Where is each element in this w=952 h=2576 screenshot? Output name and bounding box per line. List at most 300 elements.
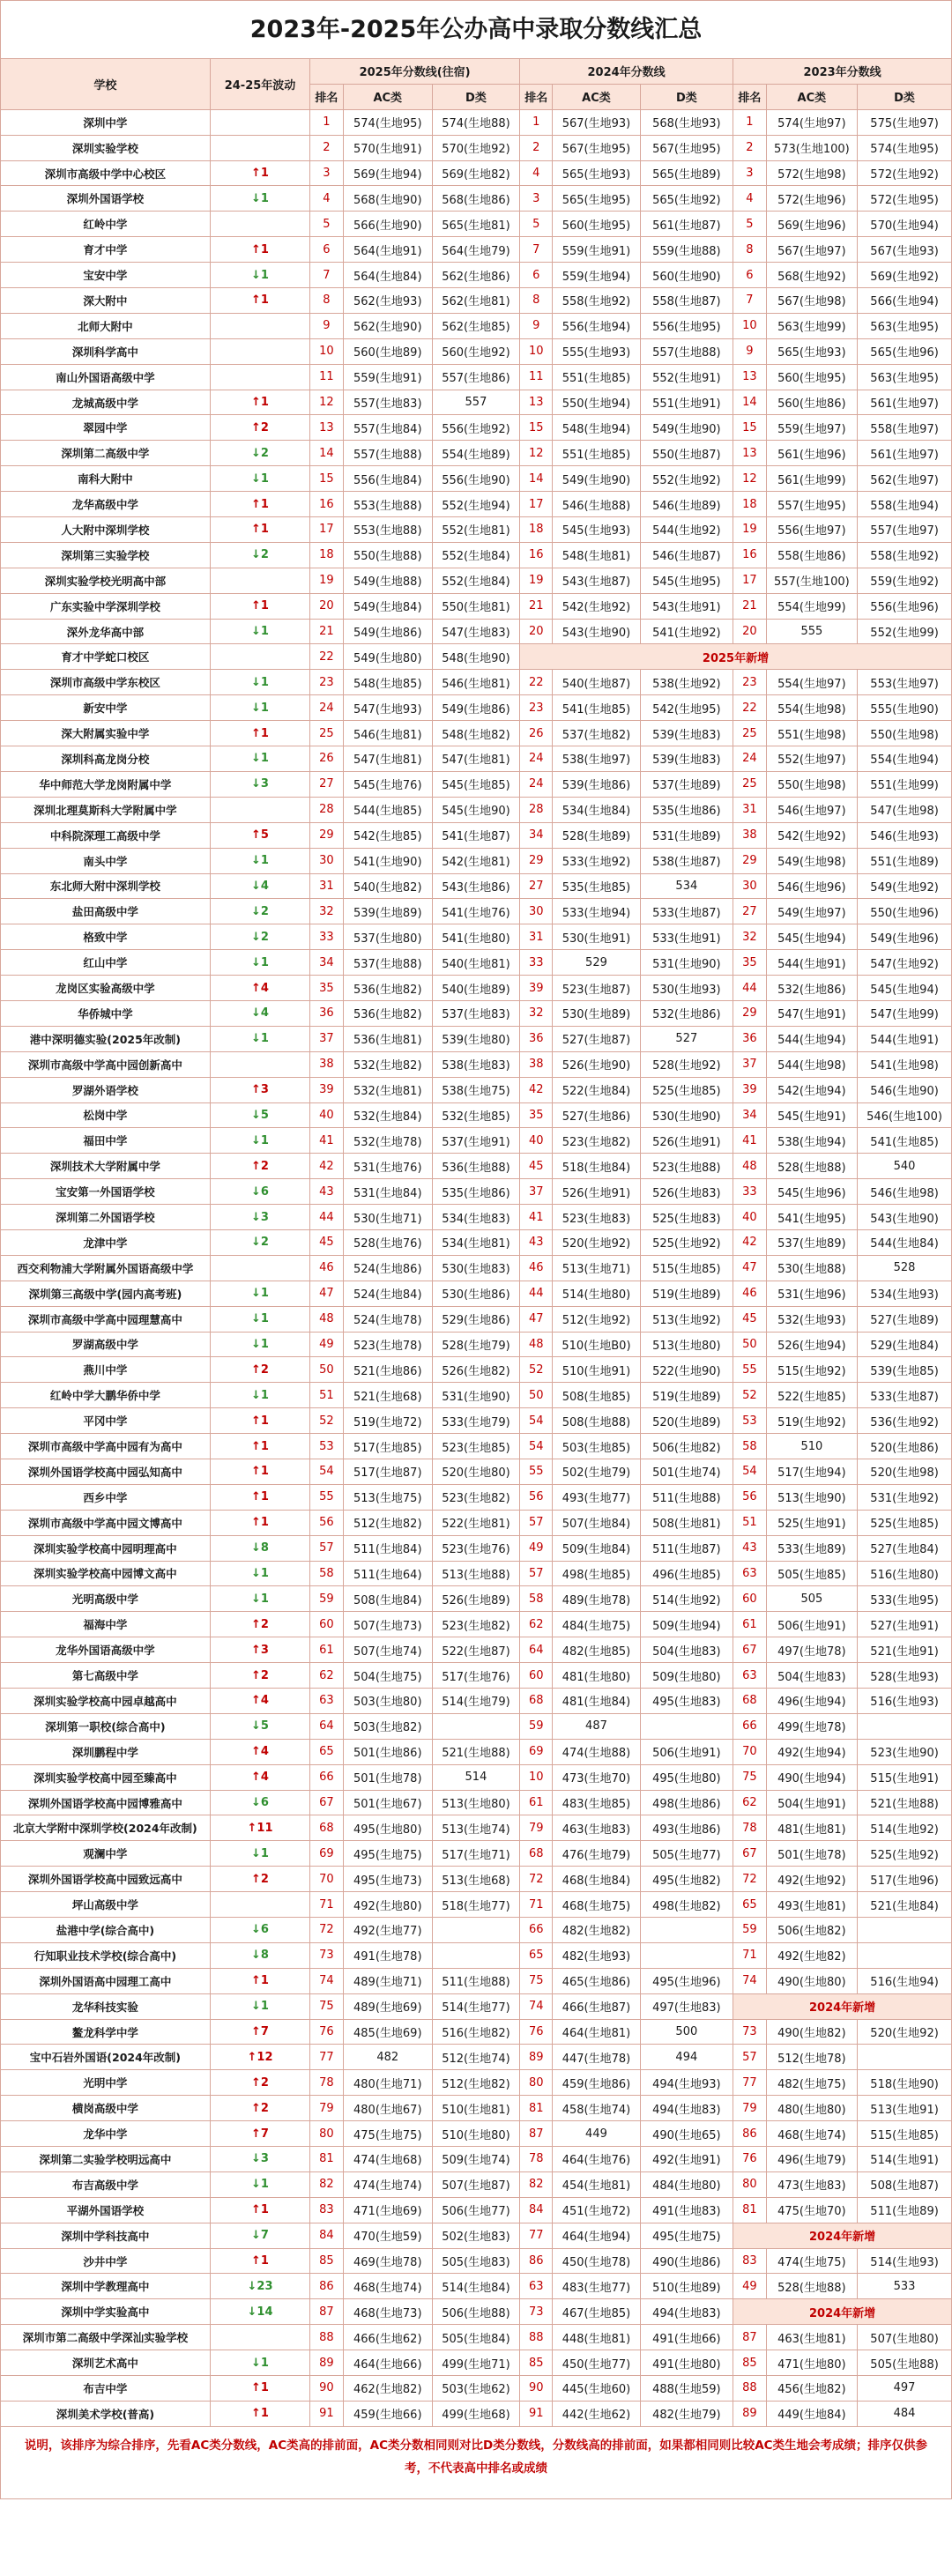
cell-ac-2023: 561(生地99) [766,466,857,492]
cell-rank-2025: 24 [310,695,343,721]
cell-rank-2023: 68 [733,1689,766,1714]
cell-rank-2025: 84 [310,2223,343,2248]
table-row [1,1586,952,1612]
table-row [1,1663,952,1689]
cell-rank-2024: 68 [520,1689,553,1714]
cell-rank-2024: 37 [520,1179,553,1205]
cell-ac-2025: 512(生地82) [343,1510,432,1535]
cell-rank-2024: 82 [520,2171,553,2197]
cell-d-2024: 494(生地83) [640,2299,733,2325]
cell-ac-2024: 502(生地79) [553,1459,640,1484]
table-row [1,1229,952,1255]
cell-trend: ↑1 [210,1434,309,1459]
cell-rank-2025: 55 [310,1484,343,1510]
cell-d-2024: 491(生地83) [640,2197,733,2223]
cell-ac-2023: 530(生地88) [766,1255,857,1281]
cell-ac-2024: 450(生地77) [553,2350,640,2376]
cell-ac-2023: 456(生地82) [766,2376,857,2402]
cell-d-2025: 536(生地88) [432,1154,519,1179]
cell-d-2025: 516(生地82) [432,2019,519,2045]
cell-d-2025: 542(生地81) [432,848,519,873]
cell-trend [210,797,309,822]
cell-trend: ↓1 [210,695,309,721]
cell-school: 红山中学 [1,950,211,976]
cell-rank-2023: 63 [733,1663,766,1689]
cell-ac-2025: 532(生地81) [343,1077,432,1102]
cell-rank-2025: 33 [310,924,343,950]
cell-school: 深圳科学高中 [1,338,211,364]
cell-rank-2024: 4 [520,160,553,186]
cell-d-2024: 492(生地91) [640,2147,733,2172]
cell-rank-2025: 64 [310,1713,343,1739]
cell-rank-2024: 18 [520,517,553,543]
cell-ac-2025: 501(生地86) [343,1739,432,1764]
cell-ac-2024: 526(生地91) [553,1179,640,1205]
cell-ac-2023: 542(生地92) [766,822,857,848]
cell-d-2023: 541(生地85) [858,1128,952,1154]
cell-school: 宝安中学 [1,263,211,288]
table-row [1,1790,952,1815]
cell-d-2025: 514 [432,1764,519,1790]
cell-d-2023: 574(生地95) [858,135,952,160]
cell-ac-2025: 547(生地81) [343,746,432,772]
cell-school: 中科院深理工高级中学 [1,822,211,848]
cell-school: 龙华中学 [1,2121,211,2147]
cell-ac-2025: 471(生地69) [343,2197,432,2223]
cell-trend: ↑1 [210,2376,309,2402]
cell-rank-2025: 32 [310,899,343,924]
cell-d-2023: 533(生地87) [858,1383,952,1408]
cell-trend: ↑4 [210,1764,309,1790]
cell-ac-2024: 489(生地78) [553,1586,640,1612]
cell-ac-2025: 548(生地85) [343,670,432,695]
cell-school: 龙岗区实验高级中学 [1,976,211,1001]
cell-ac-2024: 487 [553,1713,640,1739]
cell-d-2024: 495(生地96) [640,1968,733,1993]
table-row [1,186,952,212]
cell-rank-2025: 22 [310,644,343,670]
header-school: 学校 [1,59,211,110]
cell-rank-2025: 50 [310,1357,343,1383]
cell-d-2023 [858,1918,952,1943]
cell-rank-2023: 13 [733,441,766,466]
cell-ac-2024: 465(生地86) [553,1968,640,1993]
cell-d-2024: 504(生地83) [640,1637,733,1663]
cell-d-2023: 549(生地92) [858,873,952,899]
cell-rank-2025: 3 [310,160,343,186]
cell-rank-2024: 24 [520,771,553,797]
cell-ac-2024: 507(生地84) [553,1510,640,1535]
cell-ac-2024: 535(生地85) [553,873,640,899]
cell-d-2024: 556(生地95) [640,313,733,338]
table-row [1,1561,952,1586]
table-row [1,1739,952,1764]
cell-d-2024: 526(生地83) [640,1179,733,1205]
cell-ac-2023: 544(生地91) [766,950,857,976]
cell-ac-2025: 508(生地84) [343,1586,432,1612]
cell-school: 布吉中学 [1,2376,211,2402]
cell-d-2025: 546(生地81) [432,670,519,695]
cell-ac-2024: 464(生地76) [553,2147,640,2172]
cell-ac-2023: 551(生地98) [766,721,857,746]
cell-d-2025: 532(生地85) [432,1102,519,1128]
table-body [1,109,952,2426]
cell-rank-2024: 78 [520,2147,553,2172]
cell-trend: ↑1 [210,160,309,186]
cell-ac-2024: 533(生地92) [553,848,640,873]
cell-d-2025: 564(生地79) [432,237,519,263]
cell-trend: ↓1 [210,1026,309,1051]
table-row [1,1918,952,1943]
cell-rank-2025: 52 [310,1408,343,1434]
cell-rank-2024: 9 [520,313,553,338]
cell-school: 龙华科技实验 [1,1993,211,2019]
table-row [1,593,952,619]
cell-school: 格致中学 [1,924,211,950]
cell-ac-2023: 561(生地96) [766,441,857,466]
cell-ac-2023: 474(生地75) [766,2248,857,2274]
cell-d-2023: 559(生地92) [858,568,952,593]
cell-ac-2024: 560(生地95) [553,212,640,237]
cell-trend: ↑3 [210,1637,309,1663]
table-row [1,2197,952,2223]
cell-d-2024: 511(生地88) [640,1484,733,1510]
cell-trend: ↓1 [210,2171,309,2197]
cell-ac-2023: 490(生地82) [766,2019,857,2045]
cell-rank-2023: 43 [733,1535,766,1561]
cell-ac-2024: 464(生地94) [553,2223,640,2248]
table-row [1,364,952,390]
cell-rank-2025: 30 [310,848,343,873]
cell-d-2023: 569(生地92) [858,263,952,288]
cell-rank-2024: 20 [520,619,553,644]
table-row [1,1689,952,1714]
cell-ac-2025: 531(生地76) [343,1154,432,1179]
cell-ac-2023: 481(生地81) [766,1815,857,1841]
cell-trend: ↑4 [210,1689,309,1714]
cell-rank-2025: 76 [310,2019,343,2045]
cell-trend: ↓1 [210,2350,309,2376]
cell-rank-2024: 32 [520,1000,553,1026]
cell-ac-2024: 539(生地86) [553,771,640,797]
cell-ac-2025: 557(生地83) [343,390,432,415]
cell-rank-2023: 76 [733,2147,766,2172]
cell-rank-2023: 9 [733,338,766,364]
cell-rank-2024: 76 [520,2019,553,2045]
cell-ac-2025: 549(生地88) [343,568,432,593]
cell-ac-2024: 529 [553,950,640,976]
cell-school: 龙华高级中学 [1,492,211,517]
cell-school: 龙津中学 [1,1229,211,1255]
cell-rank-2025: 6 [310,237,343,263]
cell-rank-2023: 4 [733,186,766,212]
cell-trend: ↑3 [210,1077,309,1102]
cell-d-2025: 538(生地83) [432,1051,519,1077]
cell-rank-2024: 35 [520,1102,553,1128]
cell-rank-2025: 67 [310,1790,343,1815]
table-row [1,1357,952,1383]
table-row [1,212,952,237]
cell-ac-2025: 501(生地78) [343,1764,432,1790]
cell-rank-2023: 54 [733,1459,766,1484]
cell-d-2023 [858,2045,952,2070]
cell-d-2024: 565(生地89) [640,160,733,186]
cell-trend: ↓8 [210,1942,309,1968]
cell-d-2023: 533 [858,2274,952,2299]
cell-trend: ↓1 [210,263,309,288]
cell-d-2023: 575(生地97) [858,109,952,135]
cell-trend [210,364,309,390]
table-row [1,2299,952,2325]
cell-d-2023: 543(生地90) [858,1205,952,1230]
cell-rank-2024: 14 [520,466,553,492]
cell-d-2025: 562(生地85) [432,313,519,338]
cell-d-2023: 547(生地92) [858,950,952,976]
cell-d-2025: 513(生地80) [432,1790,519,1815]
cell-d-2024: 539(生地83) [640,721,733,746]
cell-d-2023: 484 [858,2401,952,2426]
cell-rank-2024: 74 [520,1993,553,2019]
cell-rank-2024: 49 [520,1535,553,1561]
cell-trend: ↑1 [210,2401,309,2426]
cell-rank-2025: 16 [310,492,343,517]
cell-rank-2024: 29 [520,848,553,873]
cell-ac-2023: 492(生地92) [766,1867,857,1892]
cell-ac-2024: 548(生地94) [553,415,640,441]
cell-rank-2025: 48 [310,1306,343,1332]
cell-d-2024: 525(生地83) [640,1205,733,1230]
cell-ac-2023: 528(生地88) [766,2274,857,2299]
cell-ac-2024: 522(生地84) [553,1077,640,1102]
cell-school: 北师大附中 [1,313,211,338]
cell-school: 翠园中学 [1,415,211,441]
cell-ac-2024: 476(生地79) [553,1841,640,1867]
cell-trend: ↑1 [210,721,309,746]
cell-ac-2024: 454(生地81) [553,2171,640,2197]
cell-d-2025: 499(生地68) [432,2401,519,2426]
cell-school: 港中深明德实验(2025年改制) [1,1026,211,1051]
cell-d-2024: 533(生地91) [640,924,733,950]
cell-trend: ↓1 [210,466,309,492]
cell-rank-2023: 88 [733,2376,766,2402]
cell-ac-2023: 517(生地94) [766,1459,857,1484]
cell-d-2025: 545(生地90) [432,797,519,822]
cell-school: 深圳第三实验学校 [1,542,211,568]
table-row [1,1968,952,1993]
cell-rank-2023: 48 [733,1154,766,1179]
table-row [1,415,952,441]
cell-ac-2024: 509(生地84) [553,1535,640,1561]
cell-ac-2023: 504(生地83) [766,1663,857,1689]
cell-d-2024: 541(生地92) [640,619,733,644]
cell-d-2025: 512(生地82) [432,2070,519,2096]
cell-school: 光明高级中学 [1,1586,211,1612]
cell-rank-2024: 27 [520,873,553,899]
cell-ac-2023: 558(生地86) [766,542,857,568]
cell-d-2024: 520(生地89) [640,1408,733,1434]
cell-ac-2025: 532(生地84) [343,1102,432,1128]
cell-ac-2023: 532(生地93) [766,1306,857,1332]
cell-school: 深圳第二高级中学 [1,441,211,466]
cell-trend: ↑4 [210,976,309,1001]
cell-rank-2024: 36 [520,1026,553,1051]
cell-trend: ↑1 [210,288,309,314]
header-rank-2023: 排名 [733,84,766,109]
cell-rank-2023: 49 [733,2274,766,2299]
cell-rank-2025: 82 [310,2171,343,2197]
cell-ac-2024: 493(生地77) [553,1484,640,1510]
cell-d-2023: 520(生地86) [858,1434,952,1459]
cell-d-2023: 544(生地84) [858,1229,952,1255]
cell-d-2024: 538(生地87) [640,848,733,873]
cell-d-2024: 542(生地95) [640,695,733,721]
cell-rank-2023: 25 [733,721,766,746]
cell-rank-2024: 30 [520,899,553,924]
cell-rank-2023: 21 [733,593,766,619]
cell-ac-2024: 565(生地93) [553,160,640,186]
cell-ac-2024: 538(生地97) [553,746,640,772]
cell-d-2025: 562(生地86) [432,263,519,288]
cell-d-2023: 533(生地95) [858,1586,952,1612]
cell-rank-2024: 6 [520,263,553,288]
cell-rank-2023: 61 [733,1612,766,1637]
cell-rank-2024: 66 [520,1918,553,1943]
cell-rank-2025: 77 [310,2045,343,2070]
cell-rank-2023: 55 [733,1357,766,1383]
cell-ac-2023: 505(生地85) [766,1561,857,1586]
table-row [1,721,952,746]
cell-rank-2024: 57 [520,1561,553,1586]
cell-rank-2023: 3 [733,160,766,186]
cell-ac-2024: 459(生地86) [553,2070,640,2096]
cell-school: 深圳市高级中学东校区 [1,670,211,695]
cell-rank-2025: 23 [310,670,343,695]
cell-school: 深圳艺术高中 [1,2350,211,2376]
cell-d-2025: 506(生地77) [432,2197,519,2223]
cell-d-2025: 505(生地84) [432,2325,519,2350]
cell-d-2023: 562(生地97) [858,466,952,492]
cell-school: 盐港中学(综合高中) [1,1918,211,1943]
cell-d-2024: 513(生地80) [640,1332,733,1357]
cell-rank-2023: 79 [733,2096,766,2121]
table-row [1,1434,952,1459]
cell-school: 深圳中学实验高中 [1,2299,211,2325]
cell-rank-2024: 71 [520,1892,553,1918]
cell-rank-2023: 50 [733,1332,766,1357]
cell-d-2024: 501(生地74) [640,1459,733,1484]
cell-rank-2025: 70 [310,1867,343,1892]
cell-ac-2023: 532(生地86) [766,976,857,1001]
cell-school: 行知职业技术学校(综合高中) [1,1942,211,1968]
table-row [1,644,952,670]
cell-trend [210,2325,309,2350]
cell-ac-2024: 468(生地75) [553,1892,640,1918]
cell-ac-2025: 462(生地82) [343,2376,432,2402]
cell-d-2023: 516(生地93) [858,1689,952,1714]
cell-rank-2024: 26 [520,721,553,746]
cell-d-2025: 503(生地62) [432,2376,519,2402]
table-header [1,59,952,110]
table-row [1,771,952,797]
cell-rank-2023: 45 [733,1306,766,1332]
cell-rank-2023: 40 [733,1205,766,1230]
table-row [1,441,952,466]
cell-rank-2024: 24 [520,746,553,772]
table-row [1,797,952,822]
cell-ac-2024: 565(生地95) [553,186,640,212]
header-trend: 24-25年波动 [210,59,309,110]
cell-d-2023: 550(生地98) [858,721,952,746]
cell-d-2024: 493(生地86) [640,1815,733,1841]
cell-rank-2023: 8 [733,237,766,263]
cell-d-2024: 482(生地79) [640,2401,733,2426]
cell-school: 深圳中学 [1,109,211,135]
cell-ac-2025: 562(生地93) [343,288,432,314]
cell-d-2024: 549(生地90) [640,415,733,441]
cell-rank-2023: 85 [733,2350,766,2376]
cell-ac-2025: 566(生地90) [343,212,432,237]
cell-d-2025: 535(生地86) [432,1179,519,1205]
cell-ac-2025: 562(生地90) [343,313,432,338]
cell-ac-2025: 569(生地94) [343,160,432,186]
header-rank-2024: 排名 [520,84,553,109]
cell-rank-2023: 83 [733,2248,766,2274]
cell-rank-2025: 13 [310,415,343,441]
cell-ac-2025: 532(生地78) [343,1128,432,1154]
cell-rank-2025: 51 [310,1383,343,1408]
cell-rank-2025: 18 [310,542,343,568]
cell-trend: ↓6 [210,1918,309,1943]
cell-ac-2025: 524(生地84) [343,1281,432,1306]
cell-rank-2025: 29 [310,822,343,848]
cell-d-2025: 556(生地90) [432,466,519,492]
cell-d-2024: 546(生地87) [640,542,733,568]
cell-d-2025: 569(生地82) [432,160,519,186]
cell-ac-2023: 538(生地94) [766,1128,857,1154]
cell-trend: ↓2 [210,924,309,950]
cell-d-2023: 531(生地92) [858,1484,952,1510]
cell-rank-2024: 46 [520,1255,553,1281]
cell-rank-2025: 14 [310,441,343,466]
cell-d-2024: 505(生地77) [640,1841,733,1867]
cell-ac-2023: 513(生地90) [766,1484,857,1510]
cell-rank-2023: 29 [733,1000,766,1026]
cell-trend [210,109,309,135]
cell-ac-2024: 528(生地89) [553,822,640,848]
cell-rank-2025: 9 [310,313,343,338]
cell-rank-2023: 57 [733,2045,766,2070]
cell-rank-2024: 57 [520,1510,553,1535]
table-row [1,695,952,721]
cell-ac-2024: 451(生地72) [553,2197,640,2223]
cell-d-2025: 540(生地81) [432,950,519,976]
cell-ac-2023: 531(生地96) [766,1281,857,1306]
cell-d-2025: 526(生地82) [432,1357,519,1383]
cell-ac-2023: 506(生地91) [766,1612,857,1637]
cell-d-2025: 541(生地87) [432,822,519,848]
cell-rank-2025: 89 [310,2350,343,2376]
table-row [1,2401,952,2426]
cell-rank-2023: 80 [733,2171,766,2197]
cell-ac-2025: 541(生地90) [343,848,432,873]
cell-ac-2024: 482(生地82) [553,1918,640,1943]
cell-ac-2024: 555(生地93) [553,338,640,364]
cell-d-2024: 508(生地81) [640,1510,733,1535]
cell-ac-2023: 501(生地78) [766,1841,857,1867]
cell-ac-2025: 536(生地82) [343,976,432,1001]
cell-ac-2023: 556(生地97) [766,517,857,543]
cell-d-2025: 530(生地83) [432,1255,519,1281]
